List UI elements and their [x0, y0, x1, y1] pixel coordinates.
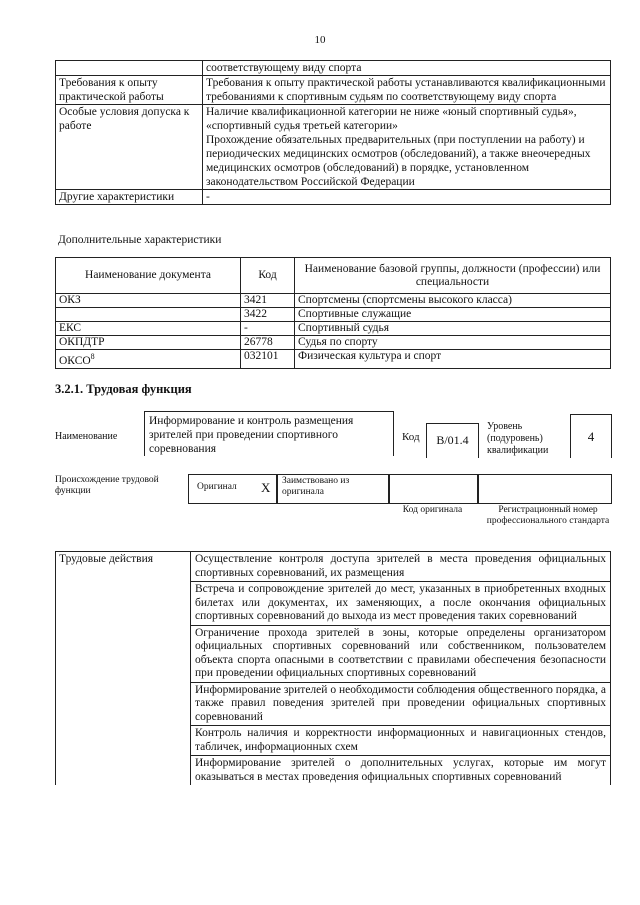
additional-characteristics-table: [55, 257, 611, 369]
table-row: [56, 322, 611, 336]
code-cell: 032101: [241, 350, 295, 369]
row-text: -: [203, 190, 611, 205]
footnote-marker: 8: [90, 352, 95, 361]
code-cell: -: [241, 322, 295, 336]
row-label: Другие характеристики: [56, 190, 203, 205]
header-row: [56, 258, 611, 294]
function-code: В/01.4: [426, 423, 479, 458]
function-heading: 3.2.1. Трудовая функция: [55, 382, 192, 396]
table-row: [56, 294, 611, 308]
header-cell: Наименование документа: [56, 258, 241, 294]
reg-number-box: [477, 474, 612, 504]
labor-actions-table: [55, 551, 611, 785]
name-cell: Судья по спорту: [295, 336, 611, 350]
row-label: Особые условия допуска к работе: [56, 105, 203, 190]
header-cell: Код: [241, 258, 295, 294]
table-row: [56, 61, 611, 76]
row-label: Требования к опыту практической работы: [56, 76, 203, 105]
row-paragraph: Прохождение обязательных предварительных (при поступлении на работу) и периодических медицинских осмотров (обследований), а также внеочередных медицинских осмотров (обследований) в порядке, установленном законодательством Российской Федерации: [206, 134, 591, 188]
original-label: Оригинал: [197, 482, 237, 492]
code-cell: 3421: [241, 294, 295, 308]
action-item: Информирование зрителей о дополнительных услугах, которые им могут оказываться в местах проведения официальных спортивных соревнований: [191, 756, 611, 786]
table-row: [56, 190, 611, 205]
table-row: [56, 552, 611, 582]
original-mark: X: [261, 480, 271, 495]
name-cell: Спортсмены (спортсмены высокого класса): [295, 294, 611, 308]
action-item: Встреча и сопровождение зрителей до мест, указанных в приобретенных входных билетах или документах, их заменяющих, а после окончания официальных спортивных соревнований до выхода из мест проведения таких соревнований: [191, 582, 611, 626]
level-label: Уровень (подуровень) квалификации: [487, 421, 549, 456]
code-original-box: [388, 474, 479, 504]
origin-label: Происхождение трудовой функции: [55, 475, 159, 496]
code-original-label: Код оригинала: [402, 505, 463, 515]
action-item: Информирование зрителей о необходимости соблюдения общественного порядка, а также правил поведения зрителей при проведении официальных спортивных соревнований: [191, 682, 611, 726]
table-row: [56, 76, 611, 105]
table-row: [56, 350, 611, 369]
borrowed-label: Заимствовано из оригинала: [282, 476, 350, 497]
doc-cell: [56, 308, 241, 322]
actions-label: Трудовые действия: [56, 552, 191, 786]
row-label: [56, 61, 203, 76]
action-item: Контроль наличия и корректности информационных и навигационных стендов, табличек, информационных схем: [191, 726, 611, 756]
doc-cell: ЕКС: [56, 322, 241, 336]
name-cell: Спортивные служащие: [295, 308, 611, 322]
name-cell: Спортивный судья: [295, 322, 611, 336]
row-text: соответствующему виду спорта: [203, 61, 611, 76]
header-cell: Наименование базовой группы, должности (профессии) или специальности: [295, 258, 611, 294]
table-row: [56, 105, 611, 190]
row-text: Требования к опыту практической работы устанавливаются квалификационными требованиями к спортивным судьям по соответствующему виду спорта: [203, 76, 611, 105]
name-cell: Физическая культура и спорт: [295, 350, 611, 369]
table-row: [56, 336, 611, 350]
action-item: Ограничение прохода зрителей в зоны, которые определены организатором официальных спортивных соревнований или собственником, пользователем объекта спорта опасными в соответствии с правилами обеспечения безопасности при проведении официальных спортивных соревнований: [191, 625, 611, 682]
doc-cell: ОКПДТР: [56, 336, 241, 350]
doc-cell: ОКЗ: [56, 294, 241, 308]
additional-title: Дополнительные характеристики: [58, 234, 222, 246]
doc-cell: [56, 350, 241, 369]
code-cell: 26778: [241, 336, 295, 350]
row-text: [203, 105, 611, 190]
name-label: Наименование: [55, 431, 118, 442]
code-label: Код: [402, 431, 420, 443]
code-cell: 3422: [241, 308, 295, 322]
level-value: 4: [570, 414, 612, 458]
row-paragraph: Наличие квалификационной категории не ниже «юный спортивный судья», «спортивный судья третьей категории»: [206, 106, 577, 132]
action-item: Осуществление контроля доступа зрителей в места проведения официальных спортивных соревнований, их размещения: [191, 552, 611, 582]
function-name: Информирование и контроль размещения зрителей при проведении спортивного соревнования: [144, 411, 394, 456]
reg-number-label: Регистрационный номер профессионального стандарта: [486, 505, 610, 526]
qualification-table: [55, 60, 611, 205]
table-row: [56, 308, 611, 322]
okso-label: ОКСО: [59, 354, 91, 367]
page-number: 10: [314, 34, 326, 46]
